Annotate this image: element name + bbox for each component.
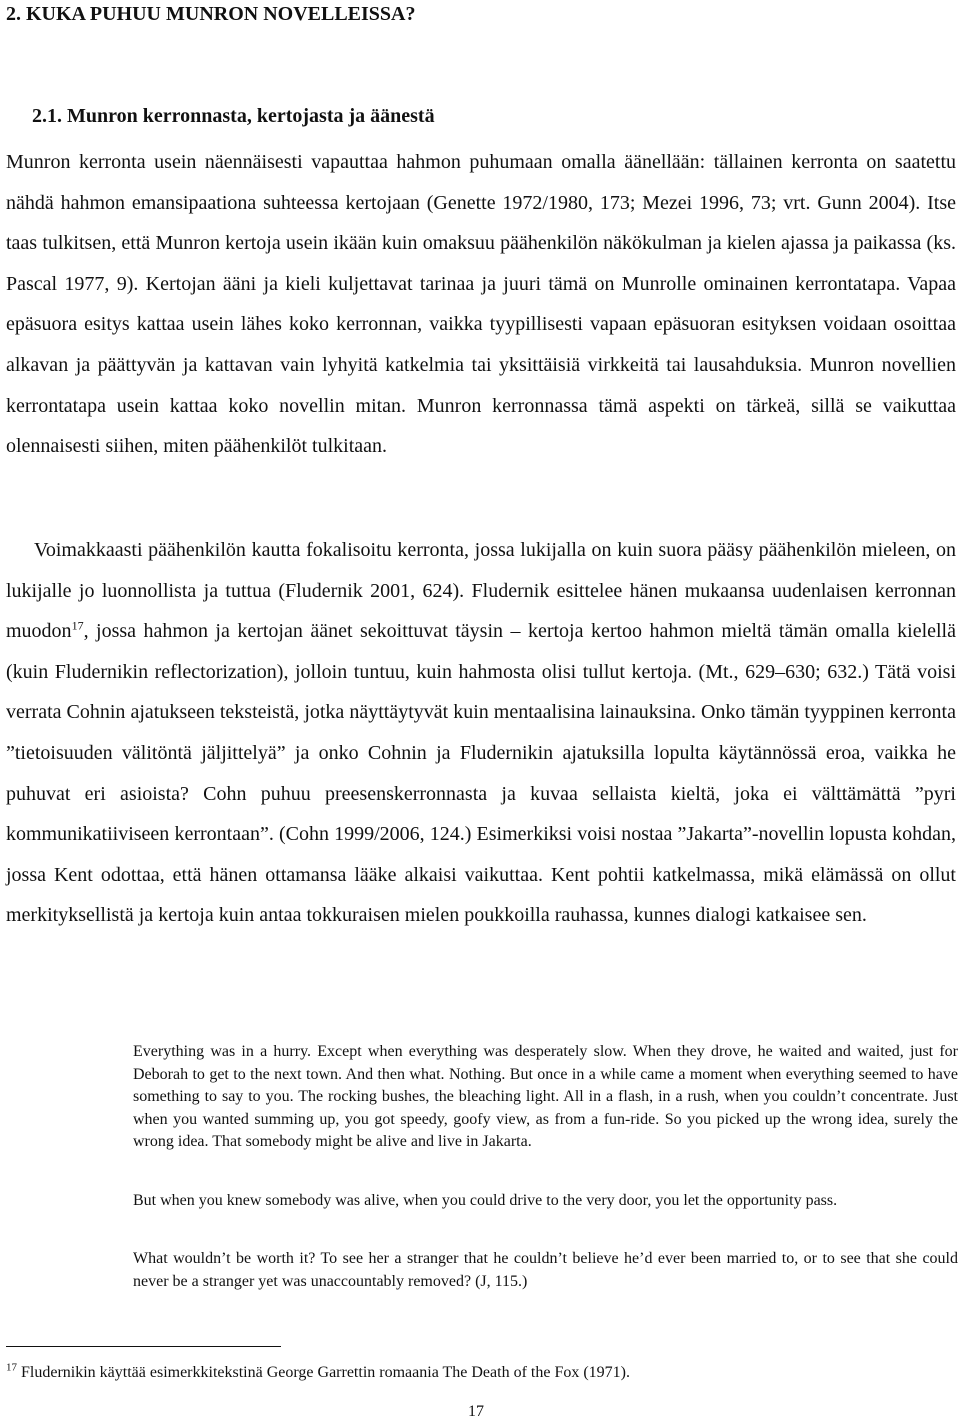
block-quote-paragraph-1: Everything was in a hurry. Except when everything was desperately slow. When they drove, he waited and waited, just for Deborah to get to the next town. And then what. Nothing. But once in a while came a moment when everything seemed to have something to say to you. The rocking bushes, the bleaching light. All in a flash, in a rush, when you couldn’t concentrate. Just when you wanted summing up, you got speedy, goofy view, as from a fun-ride. So you picked up the wrong idea, surely the wrong idea. That somebody might be alive and live in Jakarta. [133, 1043, 958, 1150]
page-number: 17 [468, 1403, 484, 1420]
block-quote-paragraph-2: But when you knew somebody was alive, when you could drive to the very door, you let the opportunity pass. [133, 1192, 838, 1209]
chapter-heading: 2. KUKA PUHUU MUNRON NOVELLEISSA? [6, 3, 416, 25]
body-paragraph-2 [6, 530, 956, 936]
footnote [6, 1362, 630, 1384]
paragraph-text: , jossa hahmon ja kertojan äänet sekoittuvat täysin – kertoja kertoo hahmon mieltä tämän omalla kielellä (kuin Fludernikin reflectorization), jolloin tuntuu, kuin hahmosta olisi tullut kertoja. (Mt., 629–630; 632.) Tätä voisi verrata Cohnin ajatukseen teksteistä, jotka näyttäytyvät kuin mentaalisina lainauksina. Onko tämän tyyppinen kerronta ”tietoisuuden välitöntä jäljittelyä” ja onko Cohnin ja Fludernikin ajatuksilla lopulta käytännössä eroa, vaikka he puhuvat eri asioista? Cohn puhuu preesenskerronnasta ja kuvaa sellaista kieltä, joka ei välttämättä ”pyri kommunikatiiviseen kerrontaan”. (Cohn 1999/2006, 124.) Esimerkiksi voisi nostaa ”Jakarta”-novellin lopusta kohdan, jossa Kent odottaa, että hänen ottamansa lääke alkaisi vaikuttaa. Kent pohtii katkelmassa, mikä elämässä on ollut merkityksellistä ja kertoja kuin antaa tokkuraisen mielen poukkoilla rauhassa, kunnes dialogi katkaisee sen. [6, 620, 956, 927]
footnote-number: 17 [6, 1361, 17, 1374]
footnote-divider [6, 1346, 281, 1347]
block-quote-paragraph-3: What wouldn’t be worth it? To see her a stranger that he couldn’t believe he’d ever been married to, or to see that she could never be a stranger yet was unaccountably removed? (J, 115.) [133, 1250, 958, 1290]
footnote-reference[interactable]: 17 [71, 618, 84, 633]
body-paragraph-1: Munron kerronta usein näennäisesti vapauttaa hahmon puhumaan omalla äänellään: tällainen kerronta on saatettu nähdä hahmon emansipaationa suhteessa kertojaan (Genette 1972/1980, 173; Mezei 1996, 73; vrt. Gunn 2004). Itse taas tulkitsen, että Munron kertoja usein ikään kuin omaksuu päähenkilön näkökulman ja kielen ajassa ja paikassa (ks. Pascal 1977, 9). Kertojan ääni ja kieli kuljettavat tarinaa ja juuri tämä on Munrolle ominainen kerrontatapa. Vapaa epäsuora esitys kattaa usein lähes koko kerronnan, vaikka tyypillisesti vapaan epäsuoran esityksen voidaan osoittaa alkavan ja päättyvän ja kattavan vain lyhyitä katkelmia tai yksittäisiä virkkeitä tai lausahduksia. Munron novellien kerrontatapa usein kattaa koko novellin mitan. Munron kerronnassa tämä aspekti on tärkeä, sillä se vaikuttaa olennaisesti siihen, miten päähenkilöt tulkitaan. [6, 151, 956, 458]
footnote-text: Fludernikin käyttää esimerkkitekstinä George Garrettin romaania The Death of the Fox (1971). [17, 1364, 631, 1381]
paragraph-text: Voimakkaasti päähenkilön kautta fokalisoitu kerronta, jossa lukijalla on kuin suora pääsy päähenkilön mieleen, on lukijalle jo luonnollista ja tuttua (Fludernik 2001, 624). Fludernik esittelee hänen mukaansa uudenlaisen kerronnan muodon [6, 539, 956, 643]
section-heading: 2.1. Munron kerronnasta, kertojasta ja äänestä [32, 105, 435, 127]
